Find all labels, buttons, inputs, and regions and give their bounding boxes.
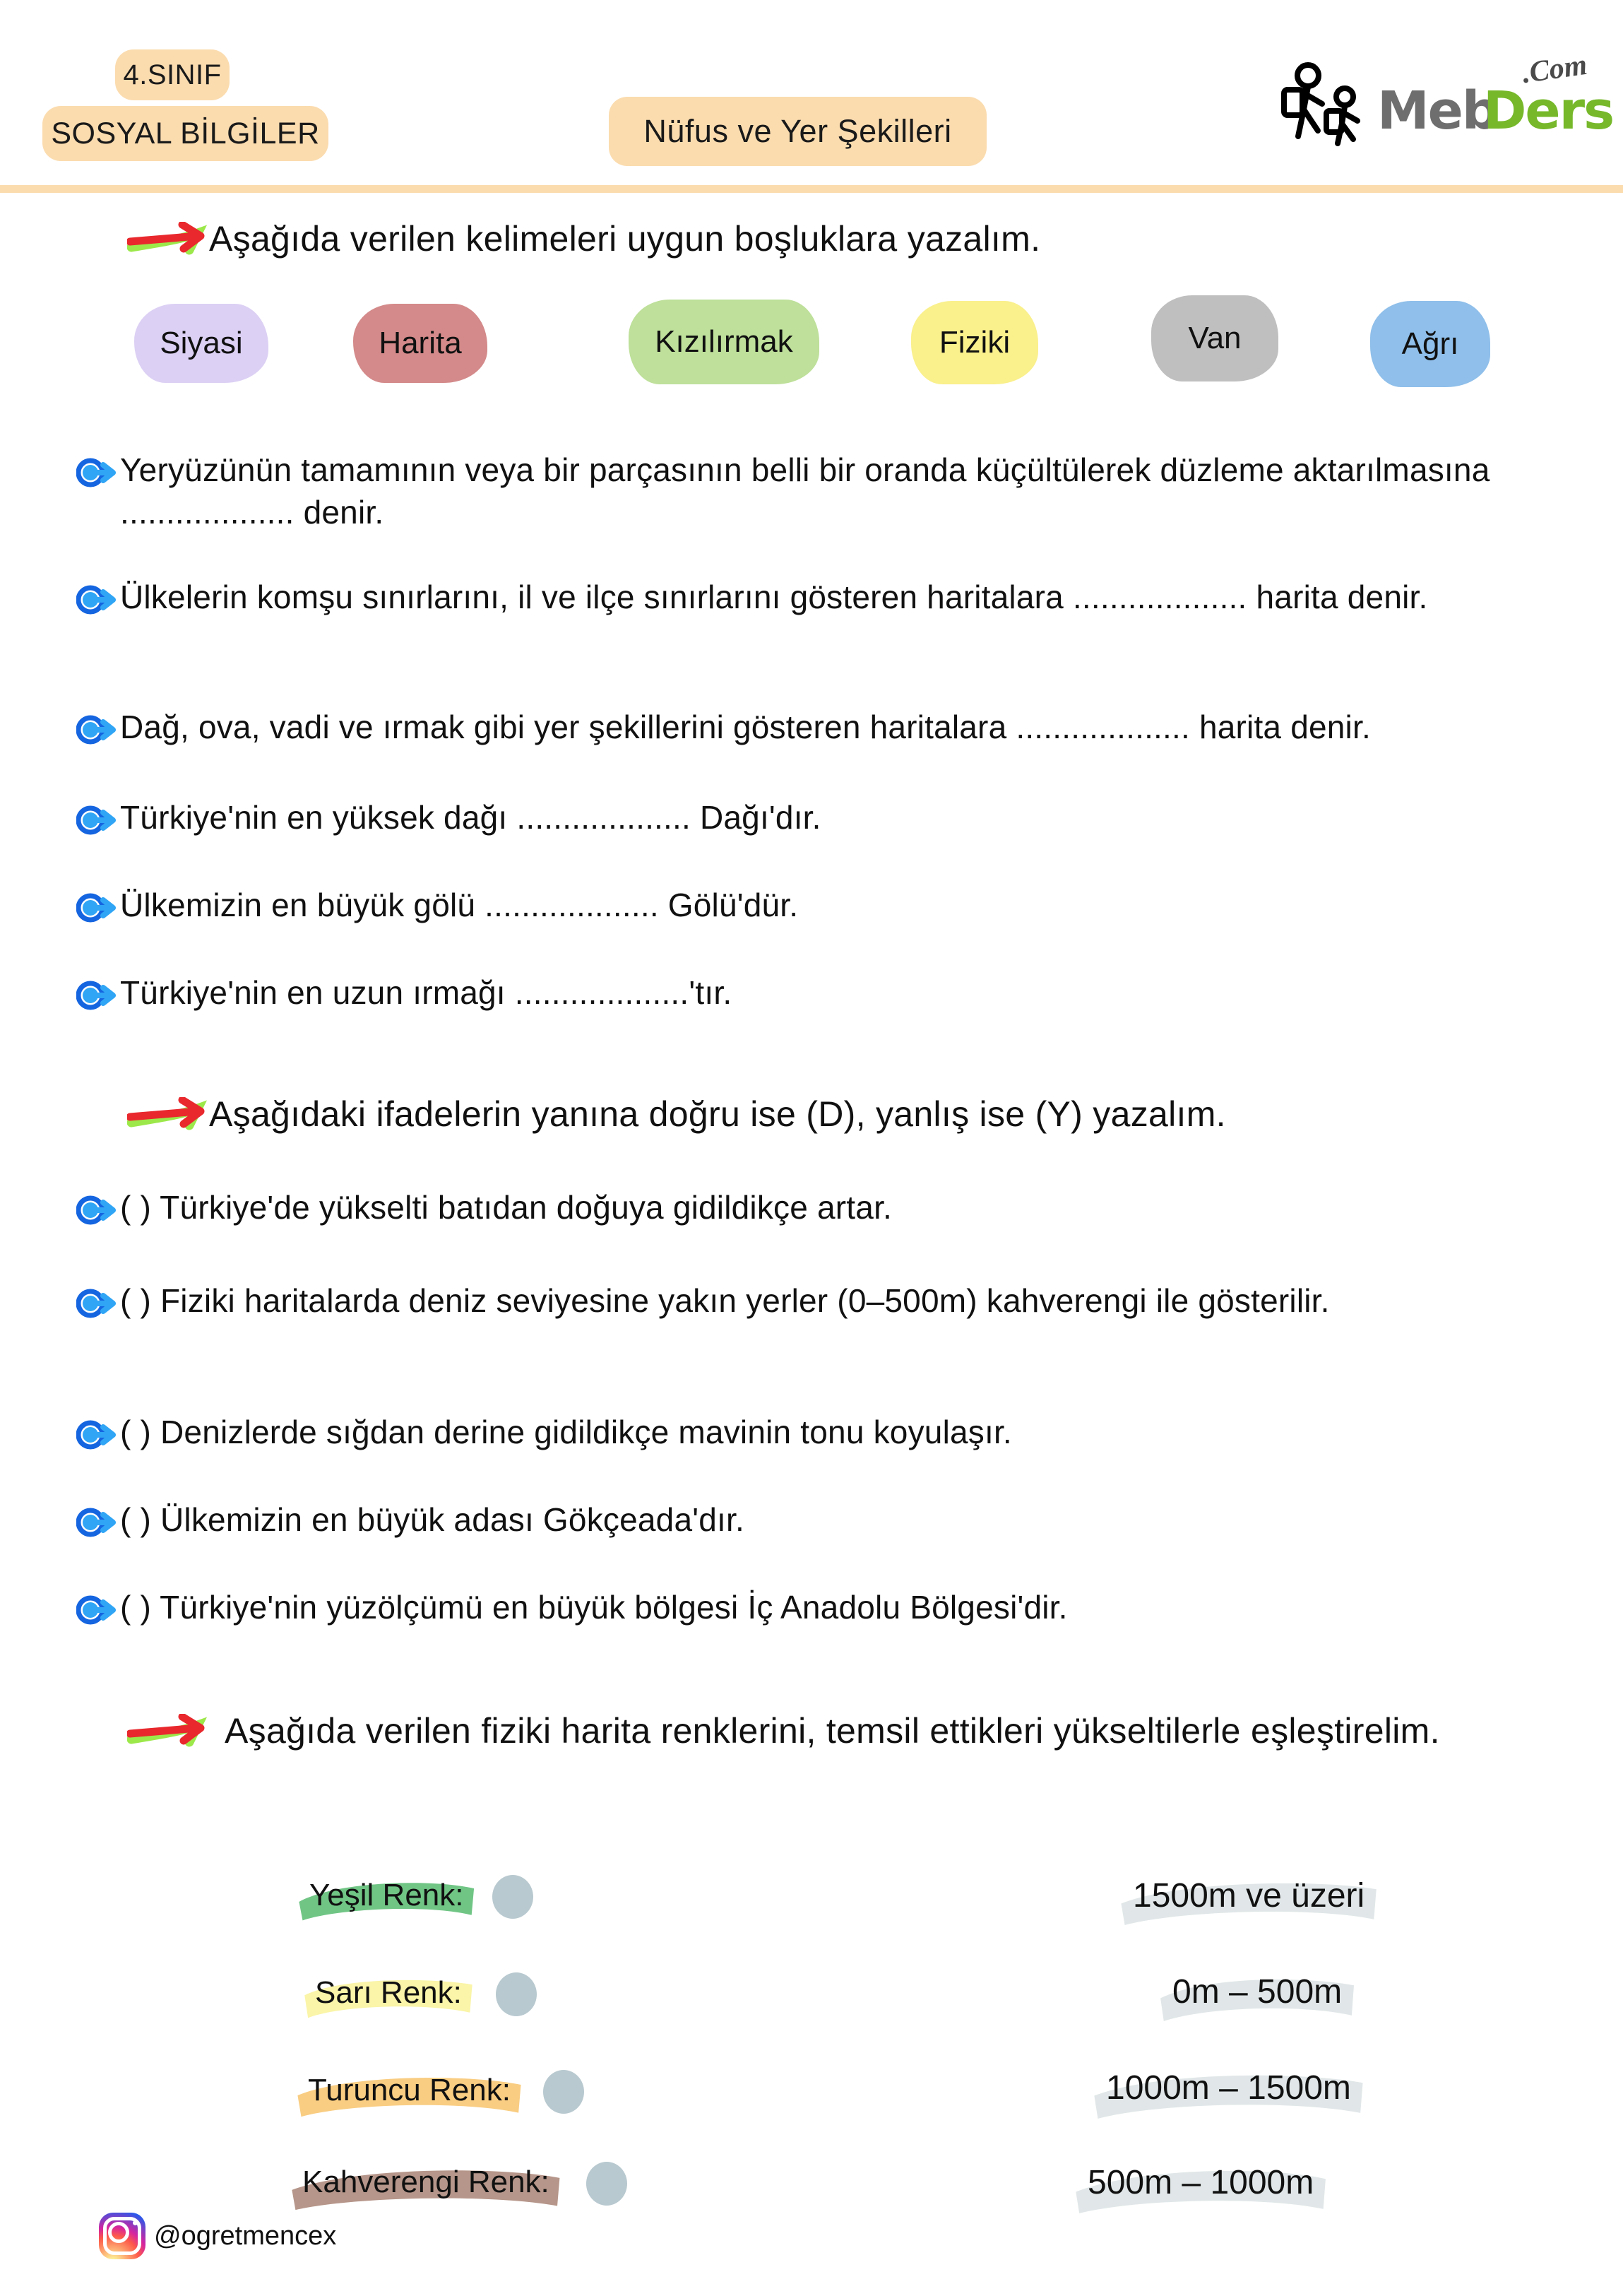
header-divider xyxy=(0,185,1623,193)
true-false-text: ( ) Türkiye'de yükselti batıdan doğuya gidildikçe artar. xyxy=(120,1189,893,1226)
bullet-arrow-icon xyxy=(76,1419,116,1451)
word-bubble-label: Siyasi xyxy=(160,326,243,360)
true-false-item-1 xyxy=(76,1187,1531,1229)
grade-badge: 4.SINIF xyxy=(115,49,230,100)
match-right-500-1000[interactable] xyxy=(1074,2159,1328,2209)
section-2-heading xyxy=(127,1091,1504,1137)
match-right-label-2: 0m – 500m xyxy=(1158,1968,1356,2018)
word-bubble-label: Fiziki xyxy=(939,325,1011,360)
word-bubble-kizilirmak[interactable] xyxy=(629,300,819,384)
instagram-handle: @ogretmencex xyxy=(154,2220,337,2251)
true-false-text: ( ) Ülkemizin en büyük adası Gökçeada'dır. xyxy=(120,1501,744,1538)
fill-blank-text: Türkiye'nin en yüksek dağı ................... Dağı'dır. xyxy=(120,799,821,836)
bullet-arrow-icon xyxy=(76,979,116,1012)
true-false-item-3 xyxy=(76,1412,1531,1454)
page-footer xyxy=(99,2213,336,2259)
fill-blank-text: Türkiye'nin en uzun ırmağı ...................'tır. xyxy=(120,974,732,1011)
match-right-label-1: 1500m ve üzeri xyxy=(1119,1872,1379,1922)
word-bank xyxy=(0,304,1623,396)
fill-blank-text: Ülkelerin komşu sınırlarını, il ve ilçe sınırlarını gösteren haritalara ................... harita denir. xyxy=(120,579,1428,615)
true-false-item-4 xyxy=(76,1499,1531,1541)
fill-blank-text: Dağ, ova, vadi ve ırmak gibi yer şekillerini gösteren haritalara ................... harita denir. xyxy=(120,709,1371,745)
bullet-arrow-icon xyxy=(76,1594,116,1626)
bullet-arrow-icon xyxy=(76,714,116,746)
bullet-arrow-icon xyxy=(76,1194,116,1226)
instagram-icon[interactable] xyxy=(99,2213,145,2259)
bullet-arrow-icon xyxy=(76,584,116,616)
fill-blank-item-3 xyxy=(76,706,1531,749)
word-bubble-harita[interactable] xyxy=(353,304,487,383)
fill-blank-item-1 xyxy=(76,449,1531,534)
subject-badge: SOSYAL BİLGİLER xyxy=(42,106,328,161)
section-1-title: Aşağıda verilen kelimeleri uygun boşluklara yazalım. xyxy=(209,219,1041,259)
bullet-arrow-icon xyxy=(76,1287,116,1320)
section-2-title: Aşağıdaki ifadelerin yanına doğru ise (D), yanlış ise (Y) yazalım. xyxy=(209,1094,1226,1134)
instagram-ring xyxy=(103,2217,141,2255)
mebders-logo xyxy=(1271,48,1614,148)
match-left-label-turuncu: Turuncu Renk: xyxy=(295,2069,523,2115)
logo-com-text: .Com xyxy=(1520,48,1589,90)
match-dot-left-2[interactable] xyxy=(496,1972,537,2016)
arrow-right-icon xyxy=(127,1097,209,1137)
page-header xyxy=(0,0,1623,192)
match-left-kahverengi[interactable] xyxy=(290,2160,627,2207)
arrow-right-icon xyxy=(127,1714,209,1753)
fill-blank-text: Ülkemizin en büyük gölü ................... Gölü'dür. xyxy=(120,887,799,923)
section-3-title: Aşağıda verilen fiziki harita renklerini, temsil ettikleri yükseltilerle eşleştirelim. xyxy=(225,1711,1440,1751)
fill-blank-item-4 xyxy=(76,797,1531,839)
match-left-yesil[interactable] xyxy=(297,1874,533,1920)
hikers-icon xyxy=(1271,60,1377,148)
arrow-right-icon xyxy=(127,222,209,261)
bullet-arrow-icon xyxy=(76,804,116,836)
fill-blank-item-5 xyxy=(76,884,1531,927)
bullet-arrow-icon xyxy=(76,1506,116,1539)
match-right-label-4: 500m – 1000m xyxy=(1074,2159,1328,2209)
match-dot-left-4[interactable] xyxy=(586,2162,627,2206)
word-bubble-van[interactable] xyxy=(1151,295,1278,381)
fill-blank-item-2 xyxy=(76,576,1531,619)
match-dot-left-1[interactable] xyxy=(492,1875,533,1919)
section-3-heading xyxy=(127,1708,1511,1753)
match-dot-left-3[interactable] xyxy=(543,2070,584,2114)
word-bubble-agri[interactable] xyxy=(1370,301,1490,387)
match-right-1500-uzeri[interactable] xyxy=(1119,1872,1379,1922)
logo-ders-text: Ders xyxy=(1483,81,1614,141)
true-false-text: ( ) Türkiye'nin yüzölçümü en büyük bölgesi İç Anadolu Bölgesi'dir. xyxy=(120,1589,1068,1626)
word-bubble-label: Harita xyxy=(379,326,462,360)
match-right-0-500[interactable] xyxy=(1158,1968,1356,2018)
fill-blank-text: Yeryüzünün tamamının veya bir parçasının belli bir oranda küçültülerek düzleme aktarılmasına ................... denir. xyxy=(120,451,1490,531)
fill-blank-item-6 xyxy=(76,972,1531,1014)
word-bubble-label: Ağrı xyxy=(1401,326,1459,361)
match-right-1000-1500[interactable] xyxy=(1092,2064,1365,2114)
word-bubble-label: Kızılırmak xyxy=(655,324,793,359)
match-left-sari[interactable] xyxy=(302,1971,537,2018)
true-false-item-2 xyxy=(76,1280,1489,1322)
match-left-label-kahverengi: Kahverengi Renk: xyxy=(290,2160,562,2207)
section-1-heading xyxy=(127,216,1469,261)
bullet-arrow-icon xyxy=(76,892,116,924)
word-bubble-siyasi[interactable] xyxy=(134,304,268,383)
topic-badge: Nüfus ve Yer Şekilleri xyxy=(609,97,987,166)
match-right-label-3: 1000m – 1500m xyxy=(1092,2064,1365,2114)
match-left-turuncu[interactable] xyxy=(295,2069,584,2115)
match-left-label-sari: Sarı Renk: xyxy=(302,1971,475,2018)
word-bubble-fiziki[interactable] xyxy=(911,301,1038,384)
match-left-label-yesil: Yeşil Renk: xyxy=(297,1874,477,1920)
bullet-arrow-icon xyxy=(76,456,116,489)
word-bubble-label: Van xyxy=(1188,321,1242,355)
true-false-text: ( ) Denizlerde sığdan derine gidildikçe mavinin tonu koyulaşır. xyxy=(120,1414,1012,1450)
true-false-text: ( ) Fiziki haritalarda deniz seviyesine yakın yerler (0–500m) kahverengi ile gösterilir. xyxy=(120,1282,1330,1319)
logo-meb-text: Meb xyxy=(1377,81,1498,141)
true-false-item-5 xyxy=(76,1587,1531,1629)
